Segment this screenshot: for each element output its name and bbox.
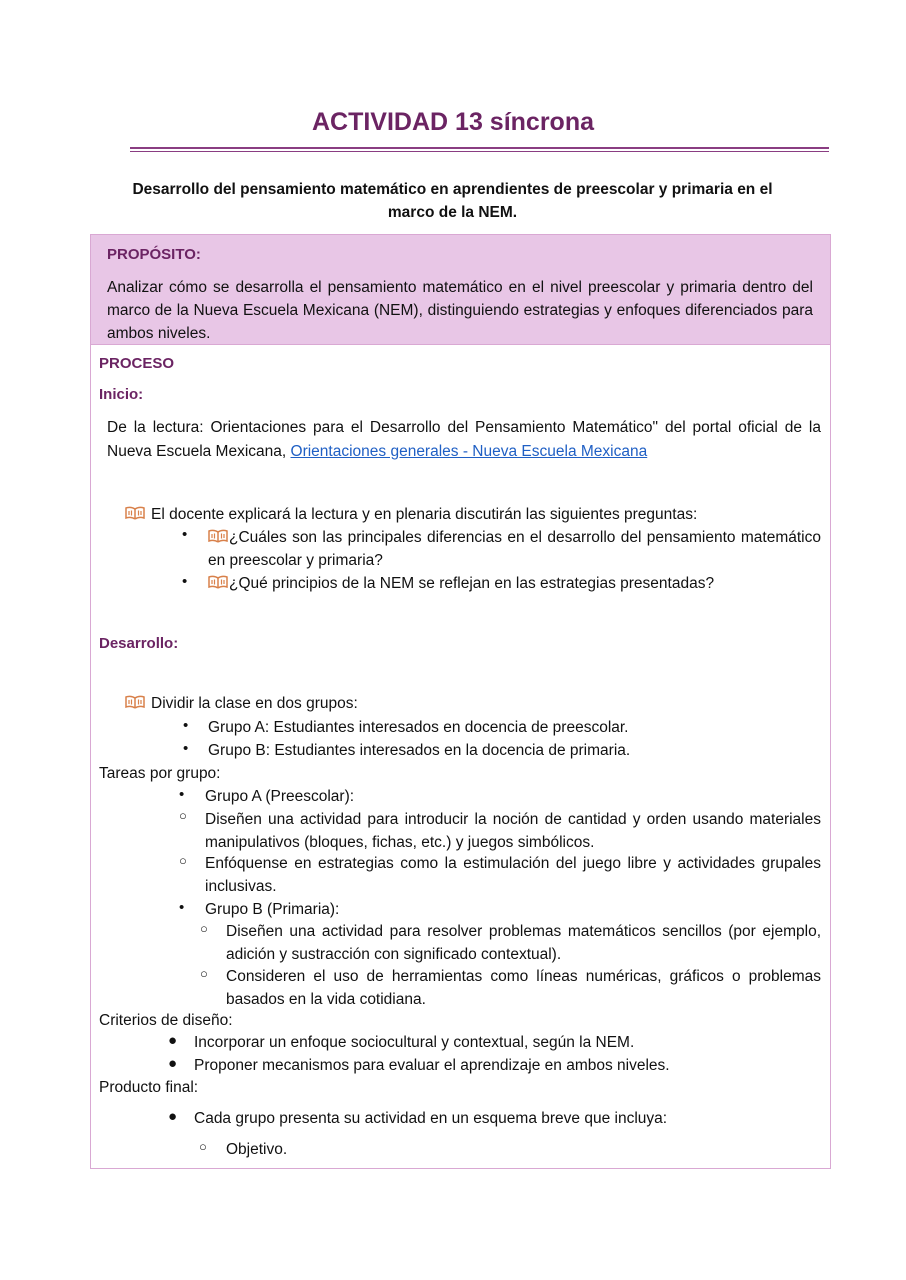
proposito-text: Analizar cómo se desarrolla el pensamiento matemático en el nivel preescolar y primaria dentro del marco de la Nueva Escuela Mexicana (NEM), distinguiendo estrategias y enfoques diferenciados para ambos niveles. [107, 279, 813, 342]
open-book-icon [208, 529, 228, 543]
criterio-item: Proponer mecanismos para evaluar el aprendizaje en ambos niveles. [194, 1057, 670, 1074]
grupo-a-subbullet: ○ [179, 808, 187, 823]
grupo-b-bullet: • [179, 899, 185, 916]
producto-subitem: Objetivo. [226, 1141, 288, 1158]
pregunta-text: ¿Cuáles son las principales diferencias en el desarrollo del pensamiento matemático en preescolar y primaria? [208, 529, 821, 569]
open-book-icon [125, 695, 145, 709]
grupo-bullet: • [183, 717, 189, 734]
pregunta-item [208, 526, 821, 572]
grupo-a-label: Grupo A (Preescolar): [205, 788, 355, 805]
tareas-label: Tareas por grupo: [99, 765, 221, 782]
lectura-text: De la lectura: Orientaciones para el Desarrollo del Pensamiento Matemático" del portal oficial de la Nueva Escuela Mexicana, [107, 419, 821, 460]
criterio-item: Incorporar un enfoque sociocultural y contextual, según la NEM. [194, 1034, 635, 1051]
open-book-icon [208, 575, 228, 589]
document-title: ACTIVIDAD 13 síncrona [311, 108, 594, 136]
document-title-wrap [0, 108, 906, 137]
producto-subbullet: ○ [199, 1139, 207, 1154]
grupo-a-item: Enfóquense en estrategias como la estimulación del juego libre y actividades grupales inclusivas. [205, 855, 821, 895]
grupo-item: Grupo A: Estudiantes interesados en docencia de preescolar. [208, 719, 629, 736]
open-book-icon [125, 506, 145, 520]
desarrollo-intro-item [125, 692, 825, 715]
grupo-b-item: Consideren el uso de herramientas como líneas numéricas, gráficos o problemas basados en la vida cotidiana. [226, 968, 821, 1008]
inicio-intro-item [125, 503, 825, 526]
pregunta-bullet: • [182, 573, 188, 590]
criterios-label: Criterios de diseño: [99, 1012, 233, 1029]
lectura-paragraph [107, 416, 821, 464]
producto-item: Cada grupo presenta su actividad en un esquema breve que incluya: [194, 1110, 668, 1127]
pregunta-bullet: • [182, 526, 188, 543]
proposito-heading: PROPÓSITO: [107, 246, 201, 263]
document-subtitle: Desarrollo del pensamiento matemático en aprendientes de preescolar y primaria en el marco de la NEM. [132, 181, 773, 221]
criterio-bullet: ● [168, 1055, 178, 1072]
grupo-item: Grupo B: Estudiantes interesados en la docencia de primaria. [208, 742, 631, 759]
producto-label: Producto final: [99, 1079, 199, 1096]
grupo-a-bullet: • [179, 786, 185, 803]
pregunta-text: ¿Qué principios de la NEM se reflejan en las estrategias presentadas? [229, 575, 715, 592]
producto-bullet: ● [168, 1108, 178, 1125]
grupo-b-subbullet: ○ [200, 966, 208, 981]
proceso-heading: PROCESO [99, 355, 175, 372]
desarrollo-heading: Desarrollo: [99, 635, 179, 652]
inicio-heading: Inicio: [99, 386, 144, 403]
orientaciones-link[interactable]: Orientaciones generales - Nueva Escuela Mexicana [290, 443, 648, 460]
title-rule-thick [130, 147, 829, 149]
desarrollo-intro-text: Dividir la clase en dos grupos: [151, 695, 358, 712]
grupo-b-label: Grupo B (Primaria): [205, 901, 340, 918]
title-rule-thin [130, 151, 829, 152]
grupo-a-subbullet: ○ [179, 853, 187, 868]
grupo-b-item: Diseñen una actividad para resolver problemas matemáticos sencillos (por ejemplo, adición y sustracción con significado contextual). [226, 923, 821, 963]
grupo-b-subbullet: ○ [200, 921, 208, 936]
inicio-intro-text: El docente explicará la lectura y en plenaria discutirán las siguientes preguntas: [151, 506, 698, 523]
criterio-bullet: ● [168, 1032, 178, 1049]
grupo-a-item: Diseñen una actividad para introducir la noción de cantidad y orden usando materiales manipulativos (bloques, fichas, etc.) y juegos simbólicos. [205, 811, 821, 851]
pregunta-item [208, 572, 821, 595]
grupo-bullet: • [183, 740, 189, 757]
